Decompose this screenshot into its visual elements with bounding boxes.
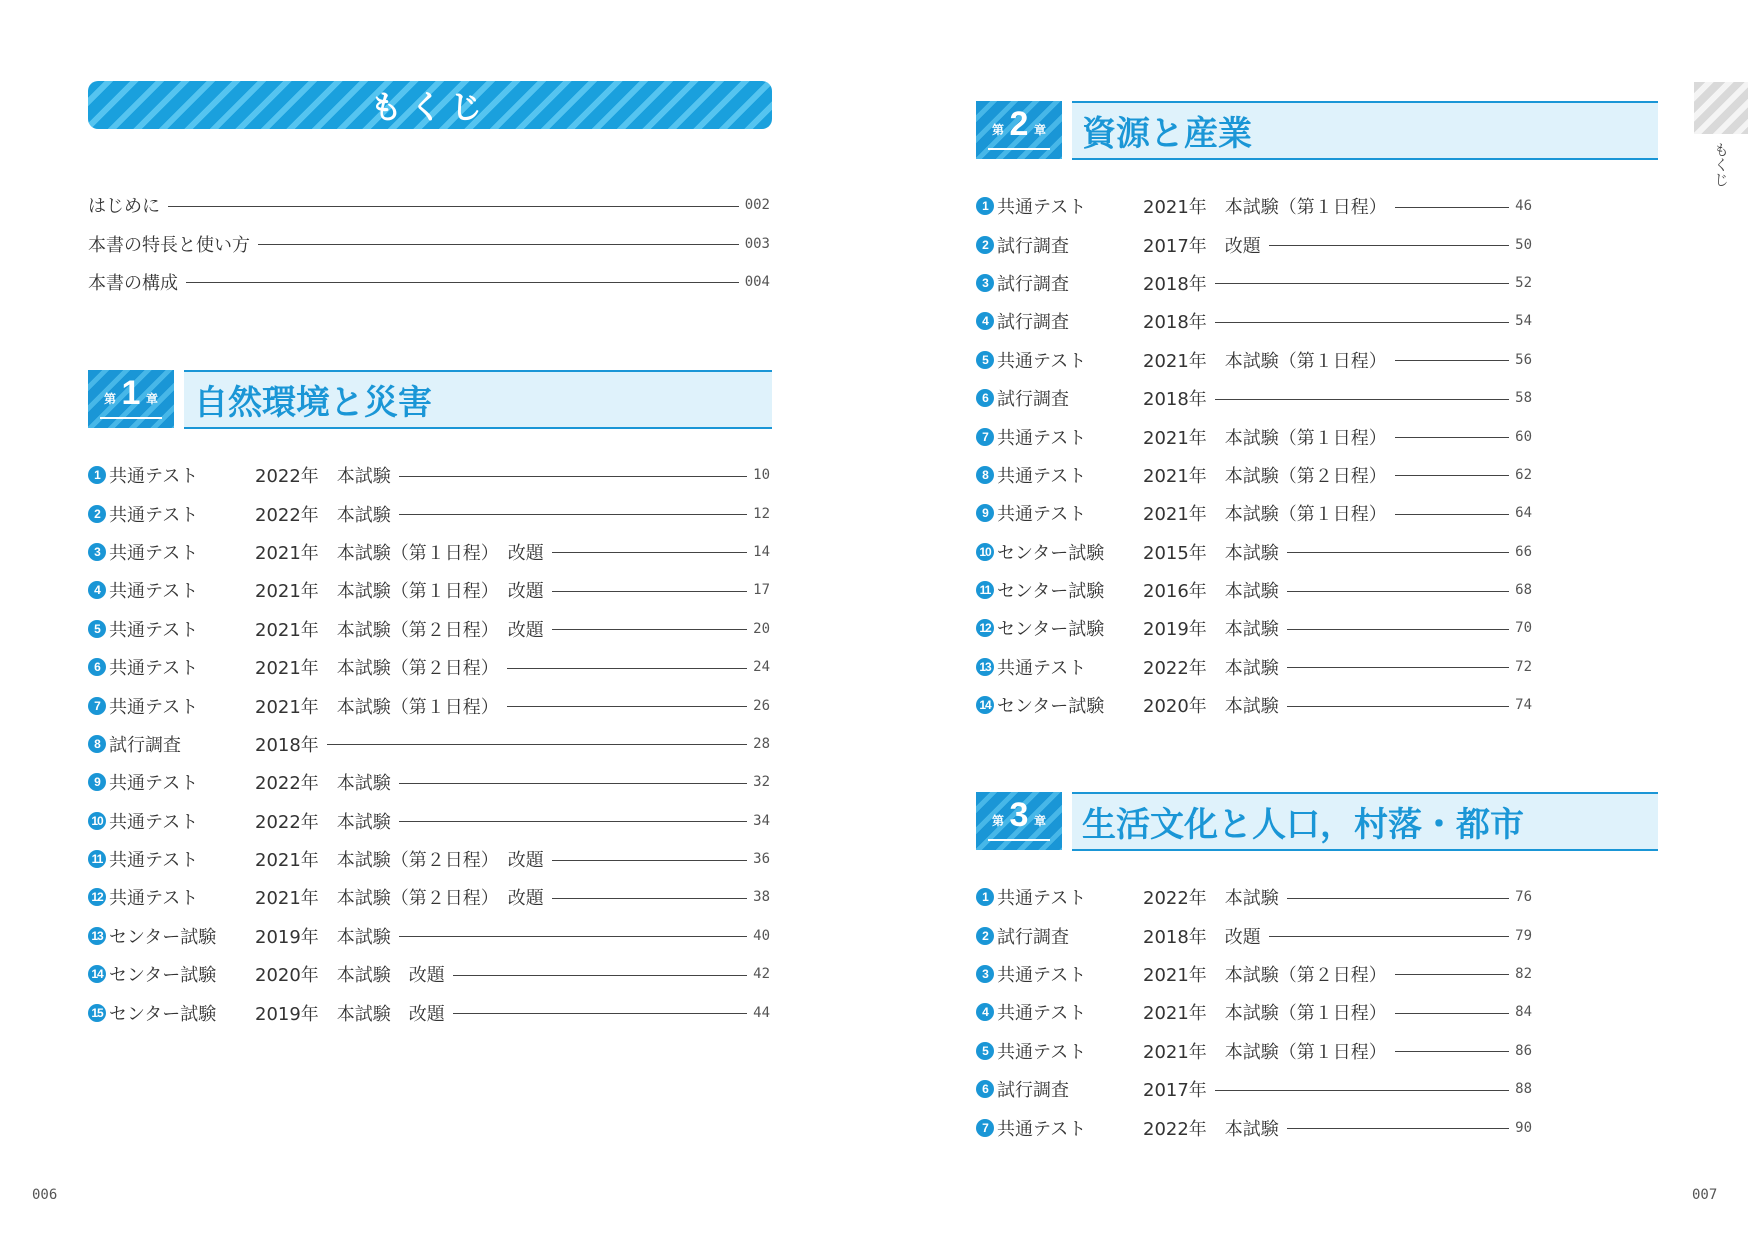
page-number: 20 — [753, 620, 770, 637]
dot-leader — [552, 898, 747, 899]
toc-entry[interactable] — [88, 725, 770, 763]
badge-underline — [100, 417, 162, 419]
page-number: 54 — [1515, 313, 1532, 330]
exam-detail: 2022年 本試験 — [255, 773, 391, 795]
page-number: 17 — [753, 582, 770, 599]
page-number: 82 — [1515, 965, 1532, 982]
exam-name: 試行調査 — [997, 273, 1069, 295]
page-number: 50 — [1515, 236, 1532, 253]
page-number: 74 — [1515, 697, 1532, 714]
page-number: 12 — [753, 505, 770, 522]
chapter-title-bar — [184, 370, 772, 429]
page-number: 72 — [1515, 658, 1532, 675]
exam-name: 試行調査 — [997, 389, 1069, 411]
dot-leader — [1395, 514, 1509, 515]
exam-detail: 2021年 本試験（第２日程） — [255, 658, 499, 680]
toc-entry[interactable] — [976, 494, 1532, 532]
toc-entry[interactable] — [976, 225, 1532, 263]
dot-leader — [168, 206, 739, 207]
toc-entry[interactable] — [88, 993, 770, 1031]
page-number-left: 006 — [32, 1187, 58, 1203]
page-number: 32 — [753, 774, 770, 791]
chapter-suffix: 章 — [1034, 814, 1047, 828]
chapter-number: 3 — [1009, 796, 1029, 834]
chapter-1-header — [88, 370, 772, 428]
exam-detail: 2018年 改題 — [1143, 926, 1261, 948]
dot-leader — [1287, 591, 1509, 592]
dot-leader — [552, 629, 747, 630]
exam-name: 試行調査 — [997, 1080, 1069, 1102]
exam-name: 共通テスト — [109, 619, 199, 641]
dot-leader — [453, 975, 747, 976]
front-matter-entry[interactable] — [88, 263, 770, 301]
dot-leader — [1395, 1051, 1509, 1052]
dot-leader — [327, 744, 747, 745]
exam-name: 共通テスト — [997, 350, 1087, 372]
dot-leader — [399, 476, 747, 477]
dot-leader — [1215, 322, 1509, 323]
exam-detail: 2022年 本試験 — [255, 504, 391, 526]
exam-detail: 2021年 本試験（第２日程） — [1143, 964, 1387, 986]
exam-detail: 2021年 本試験（第１日程） — [1143, 504, 1387, 526]
page-number: 60 — [1515, 428, 1532, 445]
page-number: 46 — [1515, 198, 1532, 215]
page-number: 26 — [753, 697, 770, 714]
tab-stripes — [1694, 82, 1748, 134]
page-number: 86 — [1515, 1042, 1532, 1059]
toc-entry[interactable] — [88, 686, 770, 724]
page-number: 88 — [1515, 1081, 1532, 1098]
exam-name: 共通テスト — [997, 504, 1087, 526]
toc-entry[interactable] — [976, 379, 1532, 417]
exam-name: 共通テスト — [109, 850, 199, 872]
toc-entry[interactable] — [976, 916, 1532, 954]
exam-name: センター試験 — [109, 965, 217, 987]
exam-detail: 2018年 — [255, 734, 319, 756]
chapter-title: 資源と産業 — [1082, 114, 1252, 154]
page-number: 10 — [753, 467, 770, 484]
toc-entry[interactable] — [976, 264, 1532, 302]
circled-number-icon: 11 — [88, 850, 106, 868]
toc-entry[interactable] — [976, 609, 1532, 647]
page-number: 58 — [1515, 390, 1532, 407]
circled-number-icon: 6 — [976, 1080, 994, 1098]
exam-detail: 2018年 — [1143, 389, 1207, 411]
dot-leader — [1287, 667, 1509, 668]
circled-number-icon: 13 — [976, 658, 994, 676]
exam-detail: 2021年 本試験（第１日程） — [1143, 1041, 1387, 1063]
circled-number-icon: 14 — [976, 696, 994, 714]
exam-name: 共通テスト — [997, 427, 1087, 449]
dot-leader — [1287, 629, 1509, 630]
circled-number-icon: 15 — [88, 1004, 106, 1022]
dot-leader — [1395, 207, 1509, 208]
page-number: 68 — [1515, 582, 1532, 599]
circled-number-icon: 10 — [976, 543, 994, 561]
page-number: 76 — [1515, 889, 1532, 906]
exam-name: センター試験 — [997, 542, 1105, 564]
badge-underline — [988, 148, 1050, 150]
entry-title: 本書の構成 — [88, 272, 178, 294]
side-tab-label: もくじ — [1712, 142, 1730, 187]
side-index-tab[interactable] — [1694, 82, 1748, 196]
exam-name: 共通テスト — [109, 811, 199, 833]
chapter-3-entries — [976, 878, 1532, 1147]
exam-name: 共通テスト — [997, 888, 1087, 910]
page-number: 002 — [744, 197, 770, 214]
circled-number-icon: 3 — [88, 543, 106, 561]
chapter-prefix: 第 — [104, 392, 117, 406]
page-number: 70 — [1515, 620, 1532, 637]
circled-number-icon: 5 — [88, 620, 106, 638]
front-matter-entry[interactable] — [88, 224, 770, 262]
page-number: 42 — [753, 966, 770, 983]
circled-number-icon: 2 — [88, 505, 106, 523]
page-number: 64 — [1515, 505, 1532, 522]
dot-leader — [1395, 437, 1509, 438]
exam-detail: 2022年 本試験 — [255, 466, 391, 488]
page-number: 44 — [753, 1004, 770, 1021]
dot-leader — [399, 783, 747, 784]
chapter-prefix: 第 — [992, 123, 1005, 137]
circled-number-icon: 10 — [88, 812, 106, 830]
exam-detail: 2021年 本試験（第１日程） — [1143, 427, 1387, 449]
front-matter-entry[interactable] — [88, 186, 770, 224]
exam-detail: 2021年 本試験（第２日程） 改題 — [255, 850, 544, 872]
exam-name: 試行調査 — [997, 312, 1069, 334]
toc-entry[interactable] — [976, 993, 1532, 1031]
exam-detail: 2022年 本試験 — [1143, 1118, 1279, 1140]
exam-name: 共通テスト — [997, 1118, 1087, 1140]
exam-name: センター試験 — [997, 581, 1105, 603]
chapter-title-bar — [1072, 792, 1658, 851]
toc-entry[interactable] — [88, 802, 770, 840]
chapter-number: 1 — [121, 374, 141, 412]
circled-number-icon: 11 — [976, 581, 994, 599]
dot-leader — [1287, 1128, 1509, 1129]
circled-number-icon: 1 — [976, 197, 994, 215]
toc-entry[interactable] — [88, 571, 770, 609]
right-page — [874, 0, 1748, 1240]
page-number: 14 — [753, 543, 770, 560]
page-number: 003 — [744, 235, 770, 252]
exam-name: 共通テスト — [997, 197, 1087, 219]
exam-detail: 2021年 本試験（第１日程） — [1143, 350, 1387, 372]
exam-name: 共通テスト — [997, 1003, 1087, 1025]
chapter-badge — [976, 101, 1062, 159]
toc-entry[interactable] — [976, 1070, 1532, 1108]
page-number: 28 — [753, 735, 770, 752]
circled-number-icon: 14 — [88, 965, 106, 983]
chapter-title: 生活文化と人口，村落・都市 — [1082, 805, 1524, 845]
exam-name: 共通テスト — [109, 888, 199, 910]
dot-leader — [1287, 552, 1509, 553]
front-matter-list — [88, 186, 770, 301]
page-number: 56 — [1515, 351, 1532, 368]
circled-number-icon: 1 — [88, 466, 106, 484]
exam-detail: 2021年 本試験（第２日程） 改題 — [255, 619, 544, 641]
circled-number-icon: 6 — [976, 389, 994, 407]
exam-detail: 2022年 本試験 — [255, 811, 391, 833]
toc-entry[interactable] — [976, 878, 1532, 916]
exam-detail: 2022年 本試験 — [1143, 657, 1279, 679]
page-number: 34 — [753, 812, 770, 829]
exam-name: センター試験 — [109, 1003, 217, 1025]
dot-leader — [552, 552, 747, 553]
dot-leader — [1215, 399, 1509, 400]
exam-detail: 2017年 — [1143, 1080, 1207, 1102]
exam-detail: 2021年 本試験（第１日程） — [1143, 1003, 1387, 1025]
toc-entry[interactable] — [976, 1108, 1532, 1146]
chapter-3-header — [976, 792, 1534, 850]
exam-detail: 2019年 本試験 — [1143, 619, 1279, 641]
toc-entry[interactable] — [976, 571, 1532, 609]
circled-number-icon: 5 — [976, 351, 994, 369]
exam-detail: 2021年 本試験（第１日程） 改題 — [255, 542, 544, 564]
page-number: 90 — [1515, 1119, 1532, 1136]
circled-number-icon: 4 — [976, 1003, 994, 1021]
toc-entry[interactable] — [88, 494, 770, 532]
page-number: 36 — [753, 851, 770, 868]
circled-number-icon: 5 — [976, 1042, 994, 1060]
toc-entry[interactable] — [976, 417, 1532, 455]
chapter-suffix: 章 — [146, 392, 159, 406]
dot-leader — [186, 282, 739, 283]
exam-name: センター試験 — [997, 619, 1105, 641]
exam-detail: 2020年 本試験 — [1143, 696, 1279, 718]
toc-entry[interactable] — [976, 1032, 1532, 1070]
circled-number-icon: 8 — [976, 466, 994, 484]
circled-number-icon: 2 — [976, 236, 994, 254]
dot-leader — [453, 1013, 747, 1014]
circled-number-icon: 6 — [88, 658, 106, 676]
chapter-prefix: 第 — [992, 814, 1005, 828]
entry-title: はじめに — [88, 196, 160, 218]
page-number-right: 007 — [1692, 1187, 1718, 1203]
dot-leader — [399, 936, 747, 937]
exam-name: センター試験 — [109, 926, 217, 948]
exam-name: 共通テスト — [109, 466, 199, 488]
exam-name: 共通テスト — [997, 964, 1087, 986]
badge-underline — [988, 839, 1050, 841]
exam-detail: 2022年 本試験 — [1143, 888, 1279, 910]
toc-entry[interactable] — [88, 955, 770, 993]
toc-entry[interactable] — [88, 917, 770, 955]
circled-number-icon: 13 — [88, 927, 106, 945]
toc-entry[interactable] — [88, 456, 770, 494]
toc-title-banner — [88, 81, 772, 129]
toc-entry[interactable] — [88, 878, 770, 916]
dot-leader — [1269, 936, 1509, 937]
toc-entry[interactable] — [976, 302, 1532, 340]
circled-number-icon: 2 — [976, 927, 994, 945]
exam-name: 共通テスト — [109, 542, 199, 564]
toc-entry[interactable] — [976, 341, 1532, 379]
circled-number-icon: 9 — [88, 773, 106, 791]
exam-detail: 2019年 本試験 — [255, 926, 391, 948]
exam-name: 共通テスト — [997, 657, 1087, 679]
circled-number-icon: 4 — [88, 581, 106, 599]
toc-entry[interactable] — [88, 610, 770, 648]
page-number: 40 — [753, 927, 770, 944]
entry-title: 本書の特長と使い方 — [88, 234, 250, 256]
chapter-title: 自然環境と災害 — [194, 383, 432, 423]
dot-leader — [1395, 360, 1509, 361]
toc-entry[interactable] — [976, 456, 1532, 494]
chapter-2-header — [976, 101, 1534, 159]
dot-leader — [399, 514, 747, 515]
exam-name: 試行調査 — [997, 235, 1069, 257]
chapter-title-bar — [1072, 101, 1658, 160]
circled-number-icon: 3 — [976, 274, 994, 292]
exam-name: 共通テスト — [109, 581, 199, 603]
page-number: 24 — [753, 659, 770, 676]
chapter-badge — [976, 792, 1062, 850]
page-number: 84 — [1515, 1004, 1532, 1021]
circled-number-icon: 1 — [976, 888, 994, 906]
chapter-number: 2 — [1009, 105, 1029, 143]
exam-name: 共通テスト — [997, 1041, 1087, 1063]
toc-entry[interactable] — [88, 763, 770, 801]
page-number: 62 — [1515, 466, 1532, 483]
dot-leader — [552, 860, 747, 861]
exam-detail: 2021年 本試験（第２日程） 改題 — [255, 888, 544, 910]
dot-leader — [552, 591, 747, 592]
dot-leader — [1395, 974, 1509, 975]
exam-name: 共通テスト — [109, 773, 199, 795]
exam-detail: 2018年 — [1143, 312, 1207, 334]
exam-detail: 2018年 — [1143, 273, 1207, 295]
exam-name: 共通テスト — [109, 696, 199, 718]
dot-leader — [507, 668, 747, 669]
circled-number-icon: 3 — [976, 965, 994, 983]
chapter-2-entries — [976, 187, 1532, 724]
exam-detail: 2021年 本試験（第１日程） — [1143, 197, 1387, 219]
page-number: 004 — [744, 273, 770, 290]
circled-number-icon: 4 — [976, 312, 994, 330]
toc-entry[interactable] — [88, 533, 770, 571]
circled-number-icon: 9 — [976, 504, 994, 522]
dot-leader — [1287, 898, 1509, 899]
exam-detail: 2017年 改題 — [1143, 235, 1261, 257]
circled-number-icon: 12 — [976, 619, 994, 637]
page-number: 79 — [1515, 927, 1532, 944]
dot-leader — [507, 706, 747, 707]
page-number: 52 — [1515, 274, 1532, 291]
toc-entry[interactable] — [976, 187, 1532, 225]
exam-name: 試行調査 — [109, 734, 181, 756]
page-number: 66 — [1515, 543, 1532, 560]
exam-detail: 2021年 本試験（第１日程） — [255, 696, 499, 718]
circled-number-icon: 8 — [88, 735, 106, 753]
dot-leader — [1395, 475, 1509, 476]
toc-entry[interactable] — [976, 533, 1532, 571]
exam-name: 共通テスト — [109, 658, 199, 680]
chapter-suffix: 章 — [1034, 123, 1047, 137]
exam-detail: 2015年 本試験 — [1143, 542, 1279, 564]
toc-entry[interactable] — [976, 955, 1532, 993]
toc-entry[interactable] — [976, 686, 1532, 724]
exam-name: 試行調査 — [997, 926, 1069, 948]
chapter-1-entries — [88, 456, 770, 1032]
dot-leader — [1287, 706, 1509, 707]
toc-entry[interactable] — [88, 840, 770, 878]
exam-name: 共通テスト — [109, 504, 199, 526]
toc-entry[interactable] — [88, 648, 770, 686]
exam-detail: 2021年 本試験（第２日程） — [1143, 465, 1387, 487]
circled-number-icon: 7 — [976, 428, 994, 446]
exam-name: 共通テスト — [997, 465, 1087, 487]
circled-number-icon: 7 — [976, 1119, 994, 1137]
circled-number-icon: 7 — [88, 697, 106, 715]
exam-name: センター試験 — [997, 696, 1105, 718]
exam-detail: 2019年 本試験 改題 — [255, 1003, 445, 1025]
toc-entry[interactable] — [976, 648, 1532, 686]
toc-title: もくじ — [369, 88, 490, 126]
dot-leader — [1395, 1013, 1509, 1014]
exam-detail: 2020年 本試験 改題 — [255, 965, 445, 987]
dot-leader — [258, 244, 739, 245]
circled-number-icon: 12 — [88, 888, 106, 906]
dot-leader — [1215, 1090, 1509, 1091]
dot-leader — [1269, 245, 1509, 246]
dot-leader — [399, 821, 747, 822]
exam-detail: 2021年 本試験（第１日程） 改題 — [255, 581, 544, 603]
dot-leader — [1215, 283, 1509, 284]
page-number: 38 — [753, 889, 770, 906]
exam-detail: 2016年 本試験 — [1143, 581, 1279, 603]
chapter-badge — [88, 370, 174, 428]
